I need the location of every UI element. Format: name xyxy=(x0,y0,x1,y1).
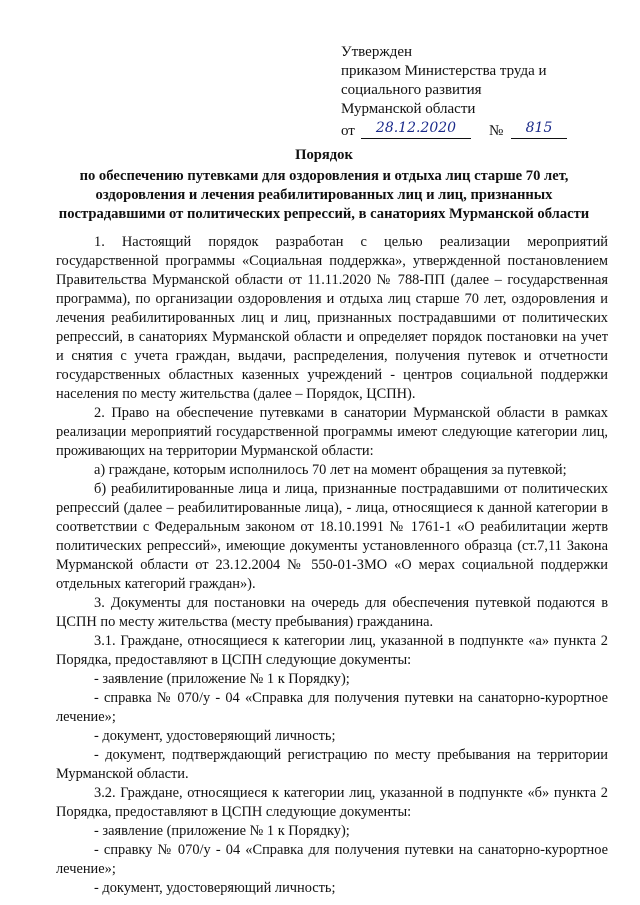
paragraph-1: 1. Настоящий порядок разработан с целью реализации мероприятий государственной программы «Социальная поддержка», утвержденной постановлением Правительства Мурманской области от 11.11.2020 № 788-ПП (далее – государственная программа), по организации оздоровления и отдыха лиц старше 70 лет, оздоровления и лечения реабилитированных лиц и лиц, признанных пострадавшими от политических репрессий, в санаториях Мурманской области и определяет порядок постановки на учет и снятия с учета граждан, выдачи, распределения, получения путевок и отчетности государственных областных казенных учреждений - центров социальной поддержки населения по месту жительства (далее – Порядок, ЦСПН). xyxy=(56,234,608,402)
approval-line: Мурманской области xyxy=(341,101,476,117)
doc-item: - документ, удостоверяющий личность; xyxy=(94,728,336,744)
doc-item: - справка № 070/у - 04 «Справка для получения путевки на санаторно-курортное лечение»; xyxy=(56,690,608,725)
paragraph-3-2: 3.2. Граждане, относящиеся к категории лиц, указанной в подпункте «б» пункта 2 Порядка, предоставляют в ЦСПН следующие документы: xyxy=(56,785,608,820)
paragraph-3-1: 3.1. Граждане, относящиеся к категории лиц, указанной в подпункте «а» пункта 2 Порядка, предоставляют в ЦСПН следующие документы: xyxy=(56,633,608,668)
list-item-2a: а) граждане, которым исполнилось 70 лет на момент обращения за путевкой; xyxy=(94,462,567,478)
title-line: по обеспечению путевками для оздоровления и отдыха лиц старше 70 лет, xyxy=(79,168,569,184)
title-line: пострадавшими от политических репрессий, в санаториях Мурманской области xyxy=(58,206,590,222)
order-date-number-row xyxy=(341,119,611,141)
title-heading: Порядок xyxy=(295,147,353,163)
approval-line: приказом Министерства труда и xyxy=(341,63,547,79)
doc-item: - справку № 070/у - 04 «Справка для получения путевки на санаторно-курортное лечение»; xyxy=(56,842,608,877)
paragraph-2: 2. Право на обеспечение путевками в санатории Мурманской области в рамках реализации мероприятий государственной программы имеют следующие категории лиц, проживающих на территории Мурманской области: xyxy=(56,405,608,459)
approval-line: социального развития xyxy=(341,82,482,98)
list-item-2b: б) реабилитированные лица и лица, признанные пострадавшими от политических репрессий (далее – реабилитированные лица), - лица, относящиеся к данной категории в соответствии с Федеральным законом от 18.10.1991 № 1761-1 «О реабилитации жертв политических репрессий», имеющие документы установленного образца (ст.7,11 Закона Мурманской области от 23.12.2004 № 550-01-ЗМО «О мерах социальной поддержки отдельных категорий граждан»). xyxy=(56,481,608,592)
doc-item: - заявление (приложение № 1 к Порядку); xyxy=(94,823,350,839)
date-prefix: от xyxy=(341,123,355,139)
doc-item: - заявление (приложение № 1 к Порядку); xyxy=(94,671,350,687)
approval-block xyxy=(341,43,611,141)
title-line: оздоровления и лечения реабилитированных лиц и лиц, признанных xyxy=(95,187,553,203)
paragraph-3: 3. Документы для постановки на очередь для обеспечения путевкой подаются в ЦСПН по месту жительства (месту пребывания) гражданина. xyxy=(56,595,608,630)
handwritten-order-number: 815 xyxy=(511,119,567,139)
number-prefix: № xyxy=(489,123,504,139)
approval-line: Утвержден xyxy=(341,44,413,60)
handwritten-date: 28.12.2020 xyxy=(361,119,471,139)
doc-item: - документ, подтверждающий регистрацию по месту пребывания на территории Мурманской области. xyxy=(56,747,608,782)
document-body xyxy=(56,233,608,898)
doc-item: - документ, удостоверяющий личность; xyxy=(94,880,336,896)
document-title xyxy=(28,146,620,224)
